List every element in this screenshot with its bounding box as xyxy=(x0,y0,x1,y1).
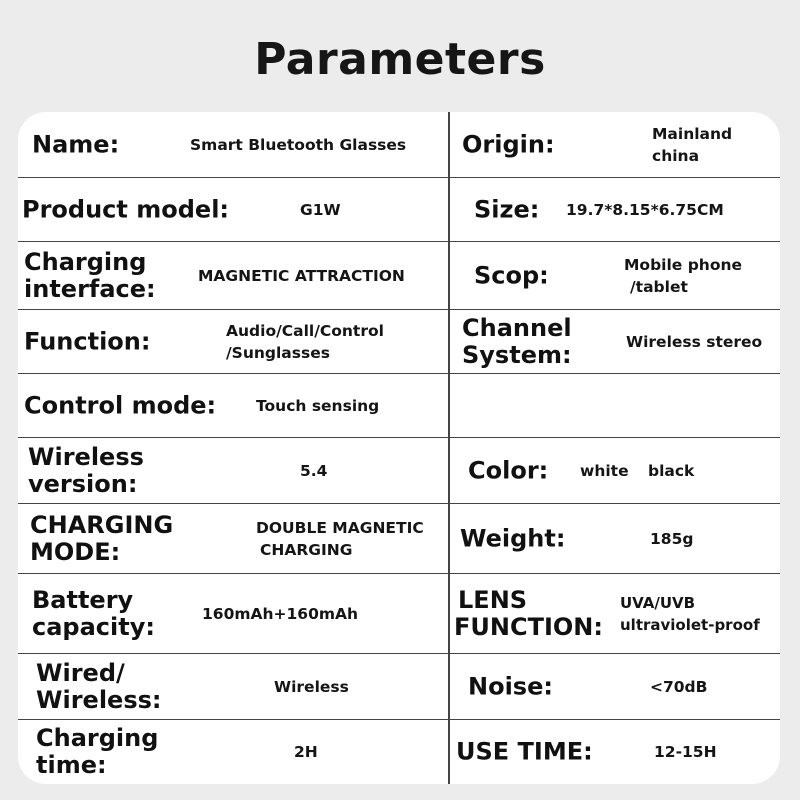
battery-capacity-label-line-1: Battery xyxy=(32,586,134,614)
charging-time-label-line-1: Charging xyxy=(36,724,159,752)
charging-time-value: 2H xyxy=(294,743,318,761)
noise-label: Noise: xyxy=(468,672,553,701)
scope-label: Scop: xyxy=(474,261,549,290)
table-row-battery-capacity xyxy=(18,574,780,654)
channel-system-value: Wireless stereo xyxy=(626,333,763,351)
origin-label: Origin: xyxy=(462,130,555,159)
charging-mode-value-line-1: DOUBLE MAGNETIC xyxy=(256,519,424,537)
charging-mode-label xyxy=(30,512,173,566)
color-value-black: black xyxy=(648,462,695,480)
charging-mode-label-line-2: MODE: xyxy=(30,538,121,566)
page-title: Parameters xyxy=(254,34,546,85)
wired-wireless-label-line-1: Wired/ xyxy=(36,659,125,687)
function-label: Function: xyxy=(24,327,151,356)
use-time-value: 12-15H xyxy=(654,743,717,761)
wired-wireless-label xyxy=(36,660,161,714)
wired-wireless-label-line-2: Wireless: xyxy=(36,686,162,714)
function-value-line-1: Audio/Call/Control xyxy=(226,322,384,340)
name-label: Name: xyxy=(32,130,120,159)
battery-capacity-label-line-2: capacity: xyxy=(32,613,155,641)
wired-wireless-value: Wireless xyxy=(274,678,349,696)
charging-interface-label-line-1: Charging xyxy=(24,248,147,276)
table-row-charging-mode xyxy=(18,504,780,574)
origin-value-line-2: china xyxy=(652,147,700,165)
channel-system-label xyxy=(462,315,572,369)
lens-function-value-line-1: UVA/UVB xyxy=(620,594,696,612)
charging-interface-value: MAGNETIC ATTRACTION xyxy=(198,267,405,285)
color-value-white: white xyxy=(580,462,629,480)
table-row-product-model xyxy=(18,178,780,242)
charging-interface-label xyxy=(24,249,156,303)
wireless-version-value: 5.4 xyxy=(300,462,328,480)
lens-function-value-line-2: ultraviolet-proof xyxy=(620,616,760,634)
scope-value-line-2: /tablet xyxy=(630,278,688,296)
origin-value-line-1: Mainland xyxy=(652,125,733,143)
color-label: Color: xyxy=(468,456,549,485)
size-value: 19.7*8.15*6.75CM xyxy=(566,201,724,219)
wireless-version-label-line-2: version: xyxy=(28,470,138,498)
weight-label: Weight: xyxy=(460,524,566,553)
origin-value xyxy=(652,123,732,167)
channel-system-label-line-2: System: xyxy=(462,341,572,369)
weight-value: 185g xyxy=(650,530,694,548)
channel-system-label-line-1: Channel xyxy=(462,314,572,342)
table-row-wireless-version xyxy=(18,438,780,504)
charging-time-label-line-2: time: xyxy=(36,751,107,779)
wireless-version-label-line-1: Wireless xyxy=(28,443,144,471)
table-row-charging-interface xyxy=(18,242,780,310)
control-mode-label: Control mode: xyxy=(24,391,217,420)
charging-interface-label-line-2: interface: xyxy=(24,275,156,303)
scope-value-line-1: Mobile phone xyxy=(624,256,743,274)
parameters-table xyxy=(18,112,780,784)
name-value: Smart Bluetooth Glasses xyxy=(190,136,407,154)
battery-capacity-value: 160mAh+160mAh xyxy=(202,605,359,623)
size-label: Size: xyxy=(474,195,540,224)
lens-function-label xyxy=(454,587,603,641)
charging-mode-value-line-2: CHARGING xyxy=(260,541,353,559)
noise-value: <70dB xyxy=(650,678,708,696)
table-row-name xyxy=(18,112,780,178)
lens-function-label-line-1: LENS xyxy=(458,586,528,614)
table-row-charging-time xyxy=(18,720,780,784)
battery-capacity-label xyxy=(32,587,155,641)
product-model-value: G1W xyxy=(300,201,341,219)
charging-time-label xyxy=(36,725,158,779)
table-row-control-mode xyxy=(18,374,780,438)
scope-value xyxy=(624,254,742,298)
control-mode-value: Touch sensing xyxy=(256,397,380,415)
use-time-label: USE TIME: xyxy=(456,737,593,766)
color-value xyxy=(580,460,694,482)
product-model-label: Product model: xyxy=(22,195,230,224)
function-value-line-2: /Sunglasses xyxy=(226,344,330,362)
column-divider xyxy=(448,112,450,784)
function-value xyxy=(226,320,384,364)
wireless-version-label xyxy=(28,444,144,498)
table-row-function xyxy=(18,310,780,374)
table-row-wired-wireless xyxy=(18,654,780,720)
lens-function-label-line-2: FUNCTION: xyxy=(454,613,603,641)
lens-function-value xyxy=(620,592,760,636)
charging-mode-value xyxy=(256,517,424,561)
charging-mode-label-line-1: CHARGING xyxy=(30,511,174,539)
